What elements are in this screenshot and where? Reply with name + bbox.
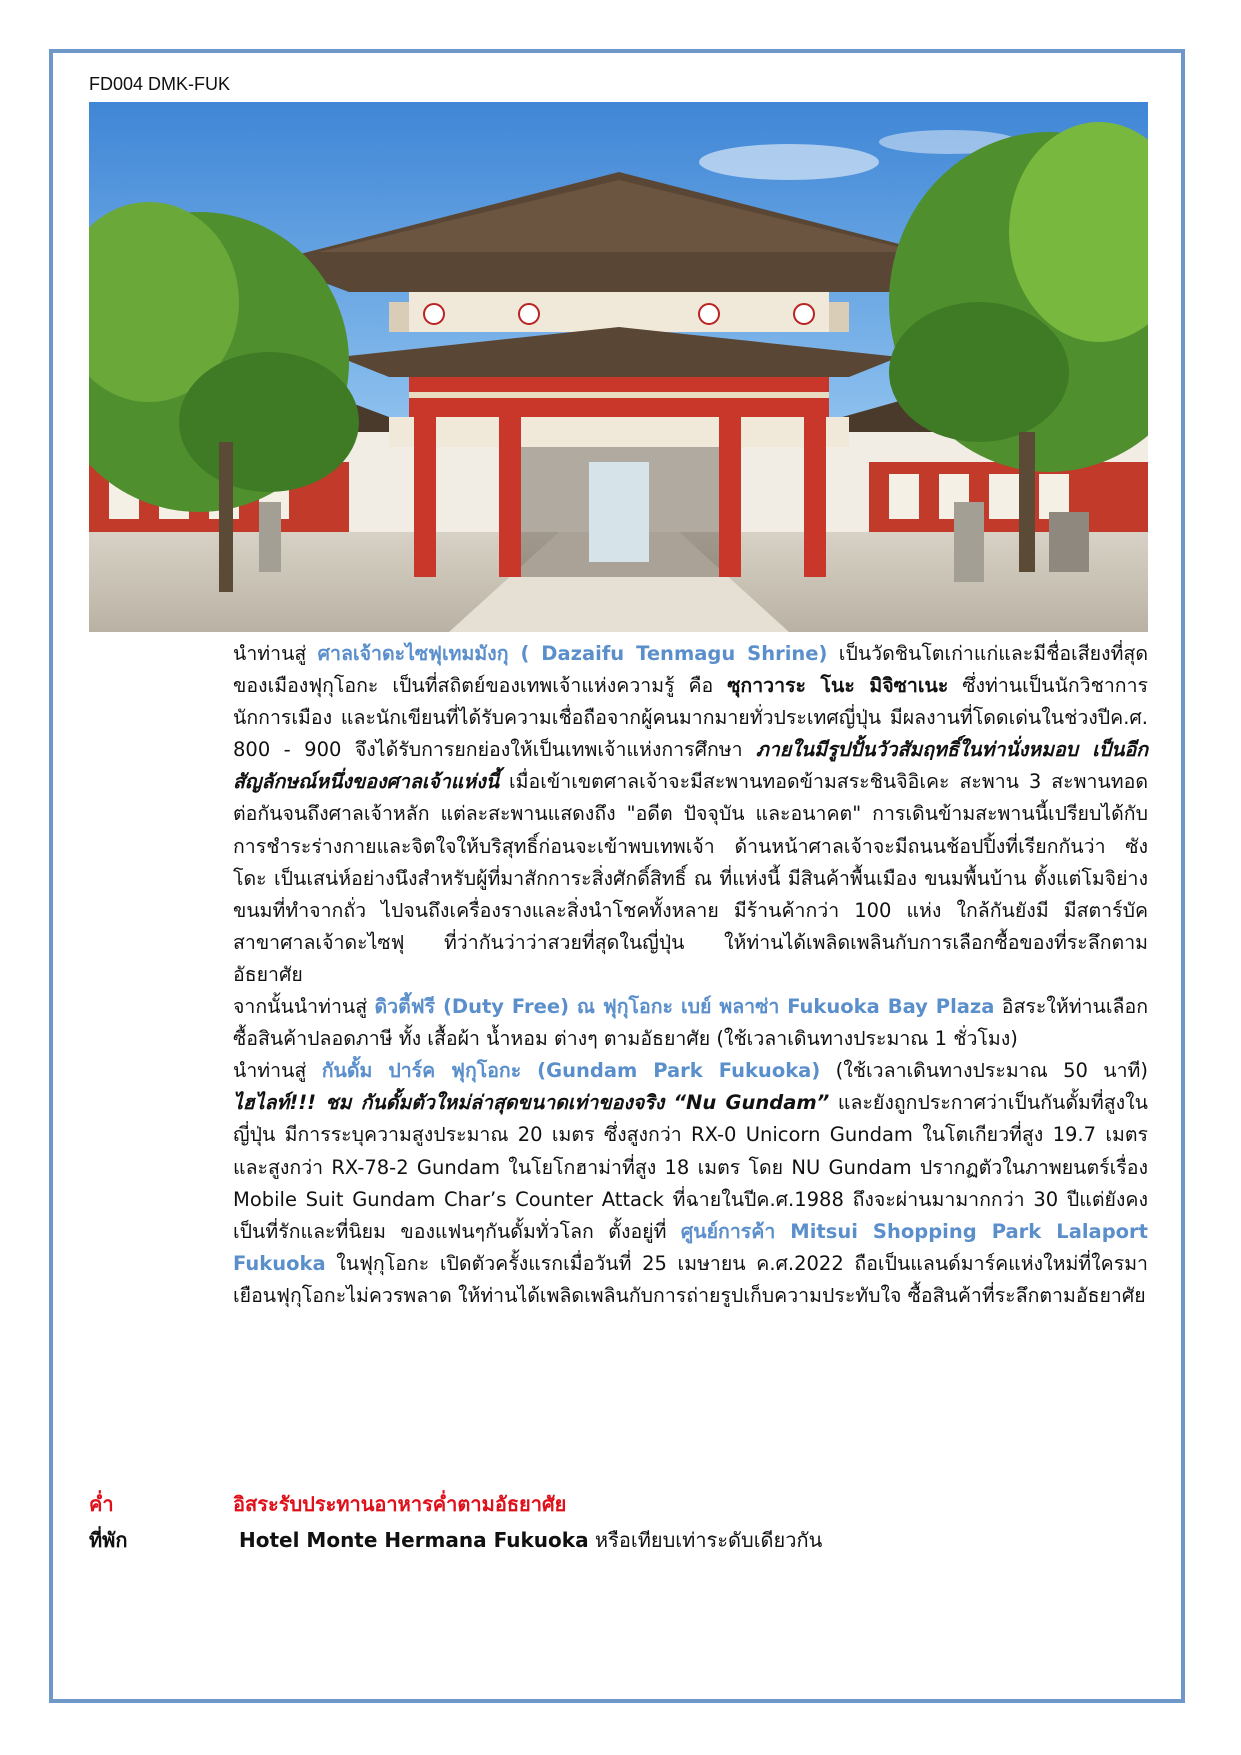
dazaifu-paragraph xyxy=(233,638,1148,991)
deity-name: ซุกาวาระ โนะ มิจิซาเนะ xyxy=(727,674,949,698)
gundam-park-name: กันดั้ม ปาร์ค ฟุกุโอกะ (Gundam Park Fukuoka) xyxy=(321,1059,821,1083)
dinner-label: ค่ำ xyxy=(89,1492,114,1516)
bronze-ox-highlight: ภายในมีรูปปั้นวัวสัมฤทธิ์ในท่านั่งหมอบ เป็นอีกสัญลักษณ์หนึ่งของศาลเจ้าแห่งนี้ xyxy=(233,738,1149,794)
dutyfree-text: อิสระให้ท่านเลือกซื้อสินค้าปลอดภาษี ทั้ง เสื้อผ้า น้ำหอม ต่างๆ ตามอัธยาศัย (ใช้เวลาเดินทางประมาณ 1 ชั่วโมง) xyxy=(233,995,1148,1051)
intro-text-3: เมื่อเข้าเขตศาลเจ้าจะมีสะพานทอดข้ามสระชินจิอิเคะ สะพาน 3 สะพานทอดต่อกันจนถึงศาลเจ้าหลัก แต่ละสะพานแสดงถึง "อดีต ปัจจุบัน และอนาคต" การเดินข้ามสะพานนี้เปรียบได้กับการชำระร่างกายและจิตใจให้บริสุทธิ์ก่อนจะเข้าพบเทพเจ้า ด้านหน้าศาลเจ้าจะมีถนนช้อปปิ้งที่เรียกกันว่า ซังโดะ เป็นเสน่ห์อย่างนึงสำหรับผู้ที่มาสักการะสิ่งศักดิ์สิทธิ์ ณ ที่แห่งนี้ มีสินค้าพื้นเมือง ขนมพื้นบ้าน ตั้งแต่โมจิย่าง ขนมที่ทำจากถั่ว ไปจนถึงเครื่องรางและสิ่งนำโชคทั้งหลาย มีร้านค้ากว่า 100 แห่ง ใกล้กันยังมี มีสตาร์บัค สาขาศาลเจ้าดะไซฟุ ที่ว่ากันว่าว่าสวยที่สุดในญี่ปุ่น ให้ท่านได้เพลิดเพลินกับการเลือกซื้อของที่ระลึกตามอัธยาศัย xyxy=(233,770,1148,986)
dutyfree-prefix: จากนั้นนำท่านสู่ xyxy=(233,995,375,1019)
hotel-suffix: หรือเทียบเท่าระดับเดียวกัน xyxy=(588,1528,823,1552)
dutyfree-paragraph xyxy=(233,991,1148,1055)
dinner-text: อิสระรับประทานอาหารค่ำตามอัธยาศัย xyxy=(233,1492,567,1516)
hotel-value xyxy=(239,1524,822,1556)
intro-prefix: นำท่านสู่ xyxy=(233,642,318,665)
gundam-text-1: (ใช้เวลาเดินทางประมาณ 50 นาที) xyxy=(820,1059,1149,1083)
itinerary-body xyxy=(233,638,1148,1312)
gundam-paragraph xyxy=(233,1055,1148,1312)
mall-name: ศูนย์การค้า Mitsui Shopping Park Lalaport Fukuoka xyxy=(233,1219,1148,1275)
shrine-name: ศาลเจ้าดะไซฟุเทมมังกุ ( Dazaifu Tenmagu Shrine) xyxy=(317,642,828,665)
intro-text-1: เป็นวัดชินโตเก่าแก่และมีชื่อเสียงที่สุดของเมืองฟุกุโอกะ เป็นที่สถิตย์ของเทพเจ้าแห่งความรู้ คือ xyxy=(233,642,1148,698)
gundam-text-2: และยังถูกประกาศว่าเป็นกันดั้มที่สูงในญี่ปุ่น มีการระบุความสูงประมาณ 20 เมตร ซึ่งสูงกว่า RX-0 Unicorn Gundam ในโตเกียวที่สูง 19.7 เมตร และสูงกว่า RX-78-2 Gundam ในโยโกฮาม่าที่สูง 18 เมตร โดย NU Gundam ปรากฏตัวในภาพยนตร์เรื่อง Mobile Suit Gundam Char’s Counter Attack ที่ฉายในปีค.ศ.1988 ถึงจะผ่านมามากกว่า 30 ปีแต่ยังคงเป็นที่รักและที่นิยม ของแฟนๆกันดั้มทั่วโลก ตั้งอยู่ที่ xyxy=(233,1091,1148,1243)
hotel-label: ที่พัก xyxy=(89,1528,128,1552)
hotel-name: Hotel Monte Hermana Fukuoka xyxy=(239,1528,589,1552)
document-code: FD004 DMK-FUK xyxy=(89,74,231,94)
intro-text-2: ซึ่งท่านเป็นนักวิชาการ นักการเมือง และนักเขียนที่ได้รับความเชื่อถือจากผู้คนมากมายทั่วประเทศญี่ปุ่น มีผลงานที่โดดเด่นในช่วงปีค.ศ. 800 - 900 จึงได้รับการยกย่องให้เป็นเทพเจ้าแห่งการศึกษา xyxy=(233,674,1148,762)
shrine-gate-illustration xyxy=(89,102,1148,632)
gundam-prefix: นำท่านสู่ xyxy=(233,1059,322,1083)
shrine-gate-photo xyxy=(89,102,1148,632)
gundam-text-3: ในฟุกุโอกะ เปิดตัวครั้งแรกเมื่อวันที่ 25 เมษายน ค.ศ.2022 ถือเป็นแลนด์มาร์คแห่งใหม่ที่ใครมาเยือนฟุกุโอกะไม่ควรพลาด ให้ท่านได้เพลิดเพลินกับการถ่ายรูปเก็บความประทับใจ ซื้อสินค้าที่ระลึกตามอัธยาศัย xyxy=(233,1251,1148,1307)
gundam-highlight: ไฮไลท์!!! ชม กันดั้มตัวใหม่ล่าสุดขนาดเท่าของจริง “Nu Gundam” xyxy=(233,1091,830,1115)
dutyfree-name: ดิวตี้ฟรี (Duty Free) ณ ฟุกุโอกะ เบย์ พลาซ่า Fukuoka Bay Plaza xyxy=(374,995,995,1019)
